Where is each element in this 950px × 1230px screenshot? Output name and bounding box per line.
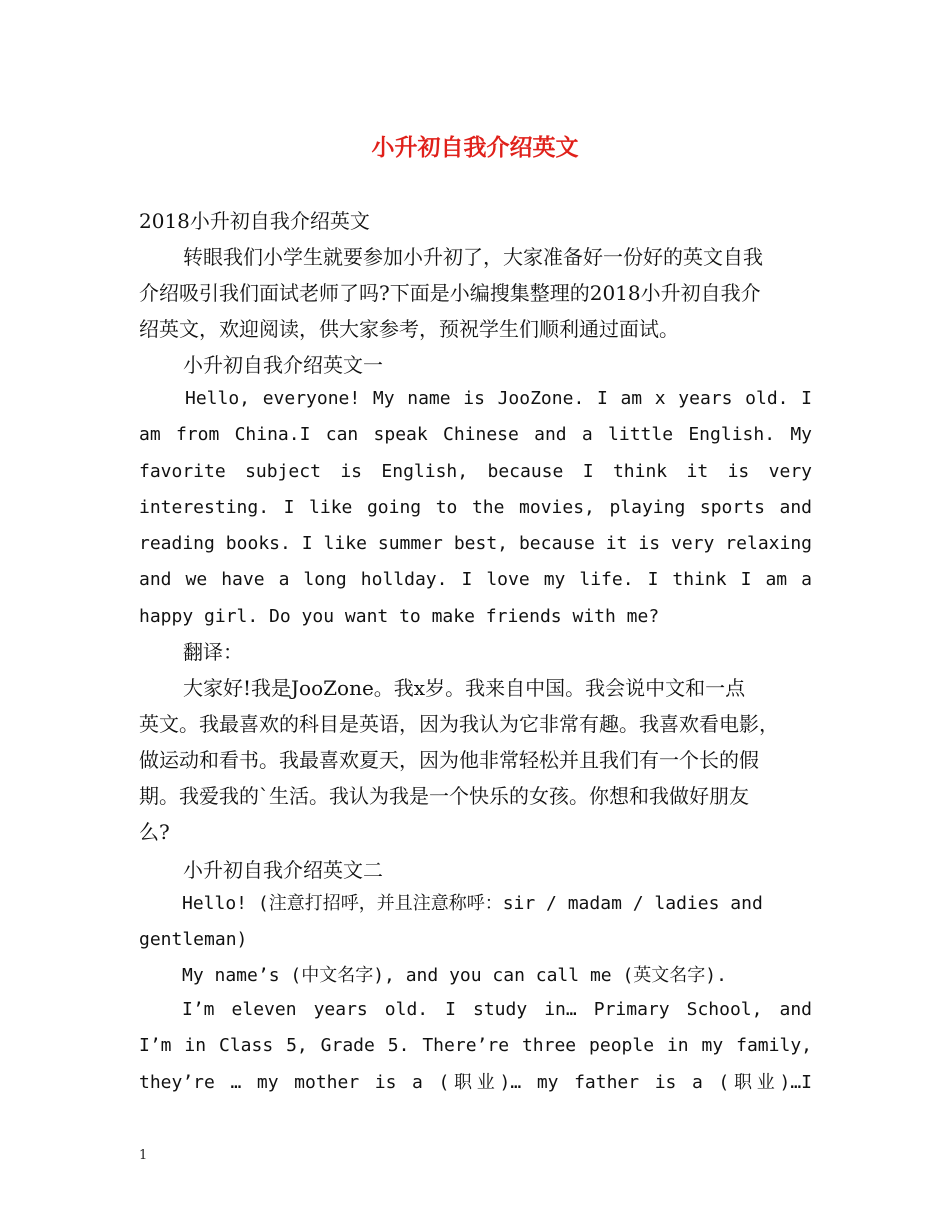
section1-title: 小升初自我介绍英文一 — [183, 353, 383, 377]
translation-line-2: 英文。我最喜欢的科目是英语，因为我认为它非常有趣。我喜欢看电影， — [139, 712, 779, 736]
english-line: they’re … my mother is a (职业)… my father is a (职业)…I — [139, 1071, 812, 1093]
section2-line-3: My name’s (中文名字), and you can call me (英文名字). — [182, 965, 727, 986]
intro-line-3: 绍英文，欢迎阅读，供大家参考，预祝学生们顺利通过面试。 — [139, 317, 679, 341]
english-line: and we have a long hollday. I love my life. I think I am a — [139, 569, 812, 591]
section1-english-paragraph — [139, 381, 812, 635]
english-line: favorite subject is English, because I think it is very — [139, 460, 812, 482]
english-line: interesting. I like going to the movies, playing sports and — [139, 496, 812, 518]
translation-line-4: 期。我爱我的`生活。我认为我是一个快乐的女孩。你想和我做好朋友 — [139, 784, 749, 808]
intro-line-2: 介绍吸引我们面试老师了吗?下面是小编搜集整理的2018小升初自我介 — [139, 281, 761, 305]
english-line: Hello, everyone! My name is JooZone. I am x years old. I — [185, 388, 812, 409]
section2-title: 小升初自我介绍英文二 — [183, 858, 383, 882]
english-line: happy girl. Do you want to make friends with me? — [139, 605, 660, 627]
section2-line-1: Hello! (注意打招呼，并且注意称呼：sir / madam / ladies and — [182, 893, 763, 914]
translation-line-1: 大家好!我是JooZone。我x岁。我来自中国。我会说中文和一点 — [183, 676, 746, 700]
intro-line-1: 转眼我们小学生就要参加小升初了，大家准备好一份好的英文自我 — [183, 245, 763, 269]
section-heading: 2018小升初自我介绍英文 — [139, 209, 370, 233]
translation-line-5: 么? — [139, 820, 170, 844]
english-line: reading books. I like summer best, because it is very relaxing — [139, 533, 812, 555]
section2-line-2: gentleman) — [139, 929, 248, 950]
english-line: I’m in Class 5, Grade 5. There’re three people in my family, — [139, 1035, 812, 1057]
translation-line-3: 做运动和看书。我最喜欢夏天，因为他非常轻松并且我们有一个长的假 — [139, 748, 759, 772]
section2-english-paragraph — [139, 992, 812, 1101]
translation-label: 翻译： — [183, 640, 243, 664]
english-line: I’m eleven years old. I study in… Primary School, and — [182, 999, 812, 1020]
document-title: 小升初自我介绍英文 — [371, 134, 579, 161]
page-number: 1 — [139, 1148, 148, 1163]
english-line: am from China.I can speak Chinese and a little English. My — [139, 424, 812, 446]
